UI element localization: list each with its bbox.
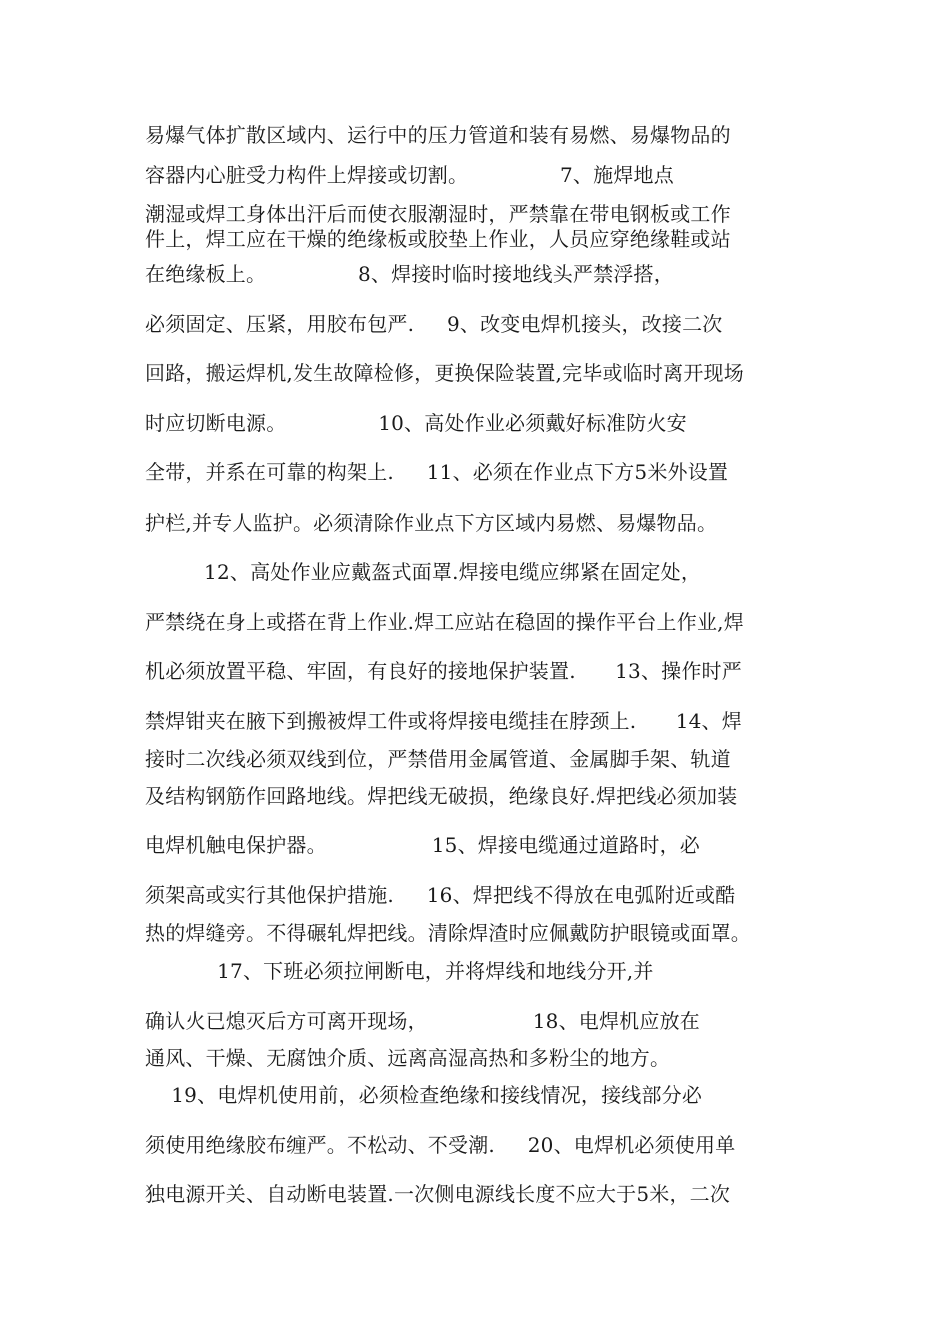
text-line: 须使用绝缘胶布缠严。不松动、不受潮. 20、电焊机必须使用单 bbox=[145, 1133, 736, 1157]
text-line: 护栏,并专人监护。必须清除作业点下方区域内易燃、易爆物品。 bbox=[145, 511, 718, 535]
text-line: 容器内心脏受力构件上焊接或切割。 7、施焊地点 bbox=[145, 163, 674, 187]
text-line: 须架高或实行其他保护措施. 16、焊把线不得放在电弧附近或酷 bbox=[145, 883, 736, 907]
text-line: 确认火已熄灭后方可离开现场， 18、电焊机应放在 bbox=[145, 1009, 700, 1033]
text-line: 潮湿或焊工身体出汗后而使衣服潮湿时，严禁靠在带电钢板或工作 bbox=[145, 202, 731, 226]
text-line: 全带，并系在可靠的构架上. 11、必须在作业点下方5米外设置 bbox=[145, 460, 729, 484]
text-line: 机必须放置平稳、牢固，有良好的接地保护装置. 13、操作时严 bbox=[145, 659, 742, 683]
text-line: 电焊机触电保护器。 15、焊接电缆通过道路时，必 bbox=[145, 833, 700, 857]
text-line: 件上，焊工应在干燥的绝缘板或胶垫上作业，人员应穿绝缘鞋或站 bbox=[145, 227, 731, 251]
text-line: 必须固定、压紧，用胶布包严. 9、改变电焊机接头，改接二次 bbox=[145, 312, 723, 336]
text-line: 接时二次线必须双线到位，严禁借用金属管道、金属脚手架、轨道 bbox=[145, 747, 731, 771]
text-line: 19、电焊机使用前，必须检查绝缘和接线情况，接线部分必 bbox=[145, 1083, 703, 1107]
text-line: 在绝缘板上。 8、焊接时临时接地线头严禁浮搭， bbox=[145, 262, 674, 286]
text-line: 回路，搬运焊机,发生故障检修，更换保险装置,完毕或临时离开现场 bbox=[145, 361, 744, 385]
text-line: 热的焊缝旁。不得碾轧焊把线。清除焊渣时应佩戴防护眼镜或面罩。 bbox=[145, 921, 751, 945]
text-line: 17、下班必须拉闸断电，并将焊线和地线分开,并 bbox=[145, 959, 654, 983]
text-line: 禁焊钳夹在腋下到搬被焊工件或将焊接电缆挂在脖颈上. 14、焊 bbox=[145, 709, 742, 733]
text-line: 通风、干燥、无腐蚀介质、远离高湿高热和多粉尘的地方。 bbox=[145, 1046, 671, 1070]
text-line: 独电源开关、自动断电装置.一次侧电源线长度不应大于5米，二次 bbox=[145, 1182, 731, 1206]
text-line: 时应切断电源。 10、高处作业必须戴好标准防火安 bbox=[145, 411, 687, 435]
text-line: 及结构钢筋作回路地线。焊把线无破损，绝缘良好.焊把线必须加装 bbox=[145, 784, 738, 808]
text-line: 12、高处作业应戴盔式面罩.焊接电缆应绑紧在固定处， bbox=[145, 560, 702, 584]
text-line: 严禁绕在身上或搭在背上作业.焊工应站在稳固的操作平台上作业,焊 bbox=[145, 610, 744, 634]
text-line: 易爆气体扩散区域内、运行中的压力管道和装有易燃、易爆物品的 bbox=[145, 123, 731, 147]
